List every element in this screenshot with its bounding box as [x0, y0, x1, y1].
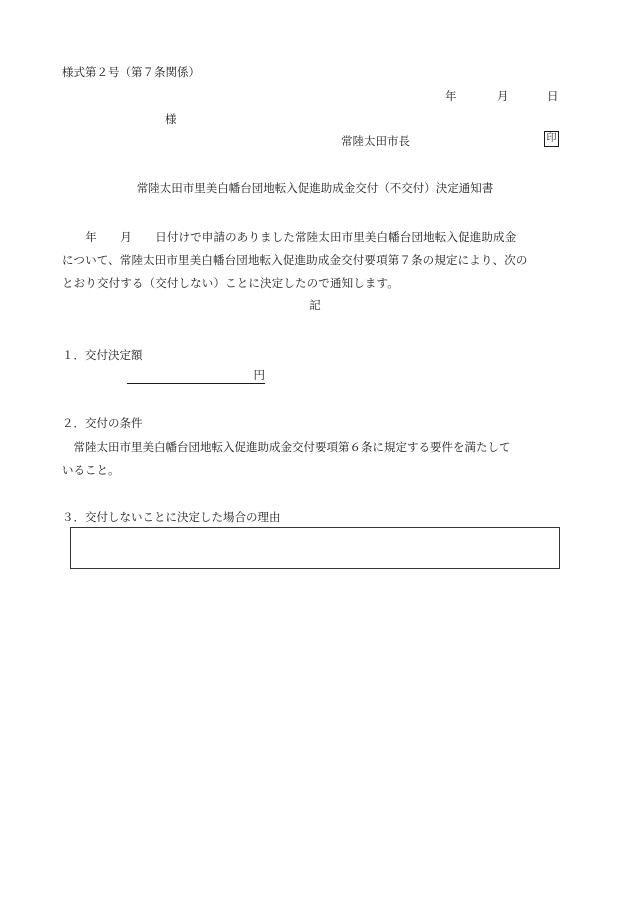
- ki-heading: 記: [309, 298, 321, 312]
- issuer-title: 常陸太田市長: [341, 134, 410, 148]
- notice-body-line: について、常陸太田市里美白幡台団地転入促進助成金交付要項第７条の規定により、次の: [62, 253, 528, 267]
- amount-unit: 円: [253, 368, 265, 382]
- section-2-line: 常陸太田市里美白幡台団地転入促進助成金交付要項第６条に規定する要件を満たして: [62, 440, 511, 454]
- section-3-heading: ３．交付しないことに決定した場合の理由: [62, 510, 281, 524]
- notice-body-line: 年 月 日付けで申請のありました常陸太田市里美白幡台団地転入促進助成金: [62, 230, 517, 244]
- addressee-honorific: 様: [165, 112, 177, 126]
- section-2-text: [62, 436, 582, 482]
- section-1-heading: １．交付決定額: [62, 348, 143, 362]
- date-year-label: 年: [445, 89, 457, 103]
- section-2-line: いること。: [62, 463, 120, 477]
- form-number: 様式第２号（第７条関係）: [62, 65, 200, 79]
- date-day-label: 日: [547, 89, 559, 103]
- seal-mark: 印: [544, 131, 559, 147]
- notice-body: [62, 226, 582, 295]
- section-2-heading: ２．交付の条件: [62, 416, 143, 430]
- date-month-label: 月: [497, 89, 509, 103]
- grant-amount-field[interactable]: [127, 367, 265, 384]
- reason-box[interactable]: [70, 527, 560, 569]
- notice-body-line: とおり交付する（交付しない）ことに決定したので通知します。: [62, 276, 399, 290]
- document-title: 常陸太田市里美白幡台団地転入促進助成金交付（不交付）決定通知書: [136, 181, 494, 195]
